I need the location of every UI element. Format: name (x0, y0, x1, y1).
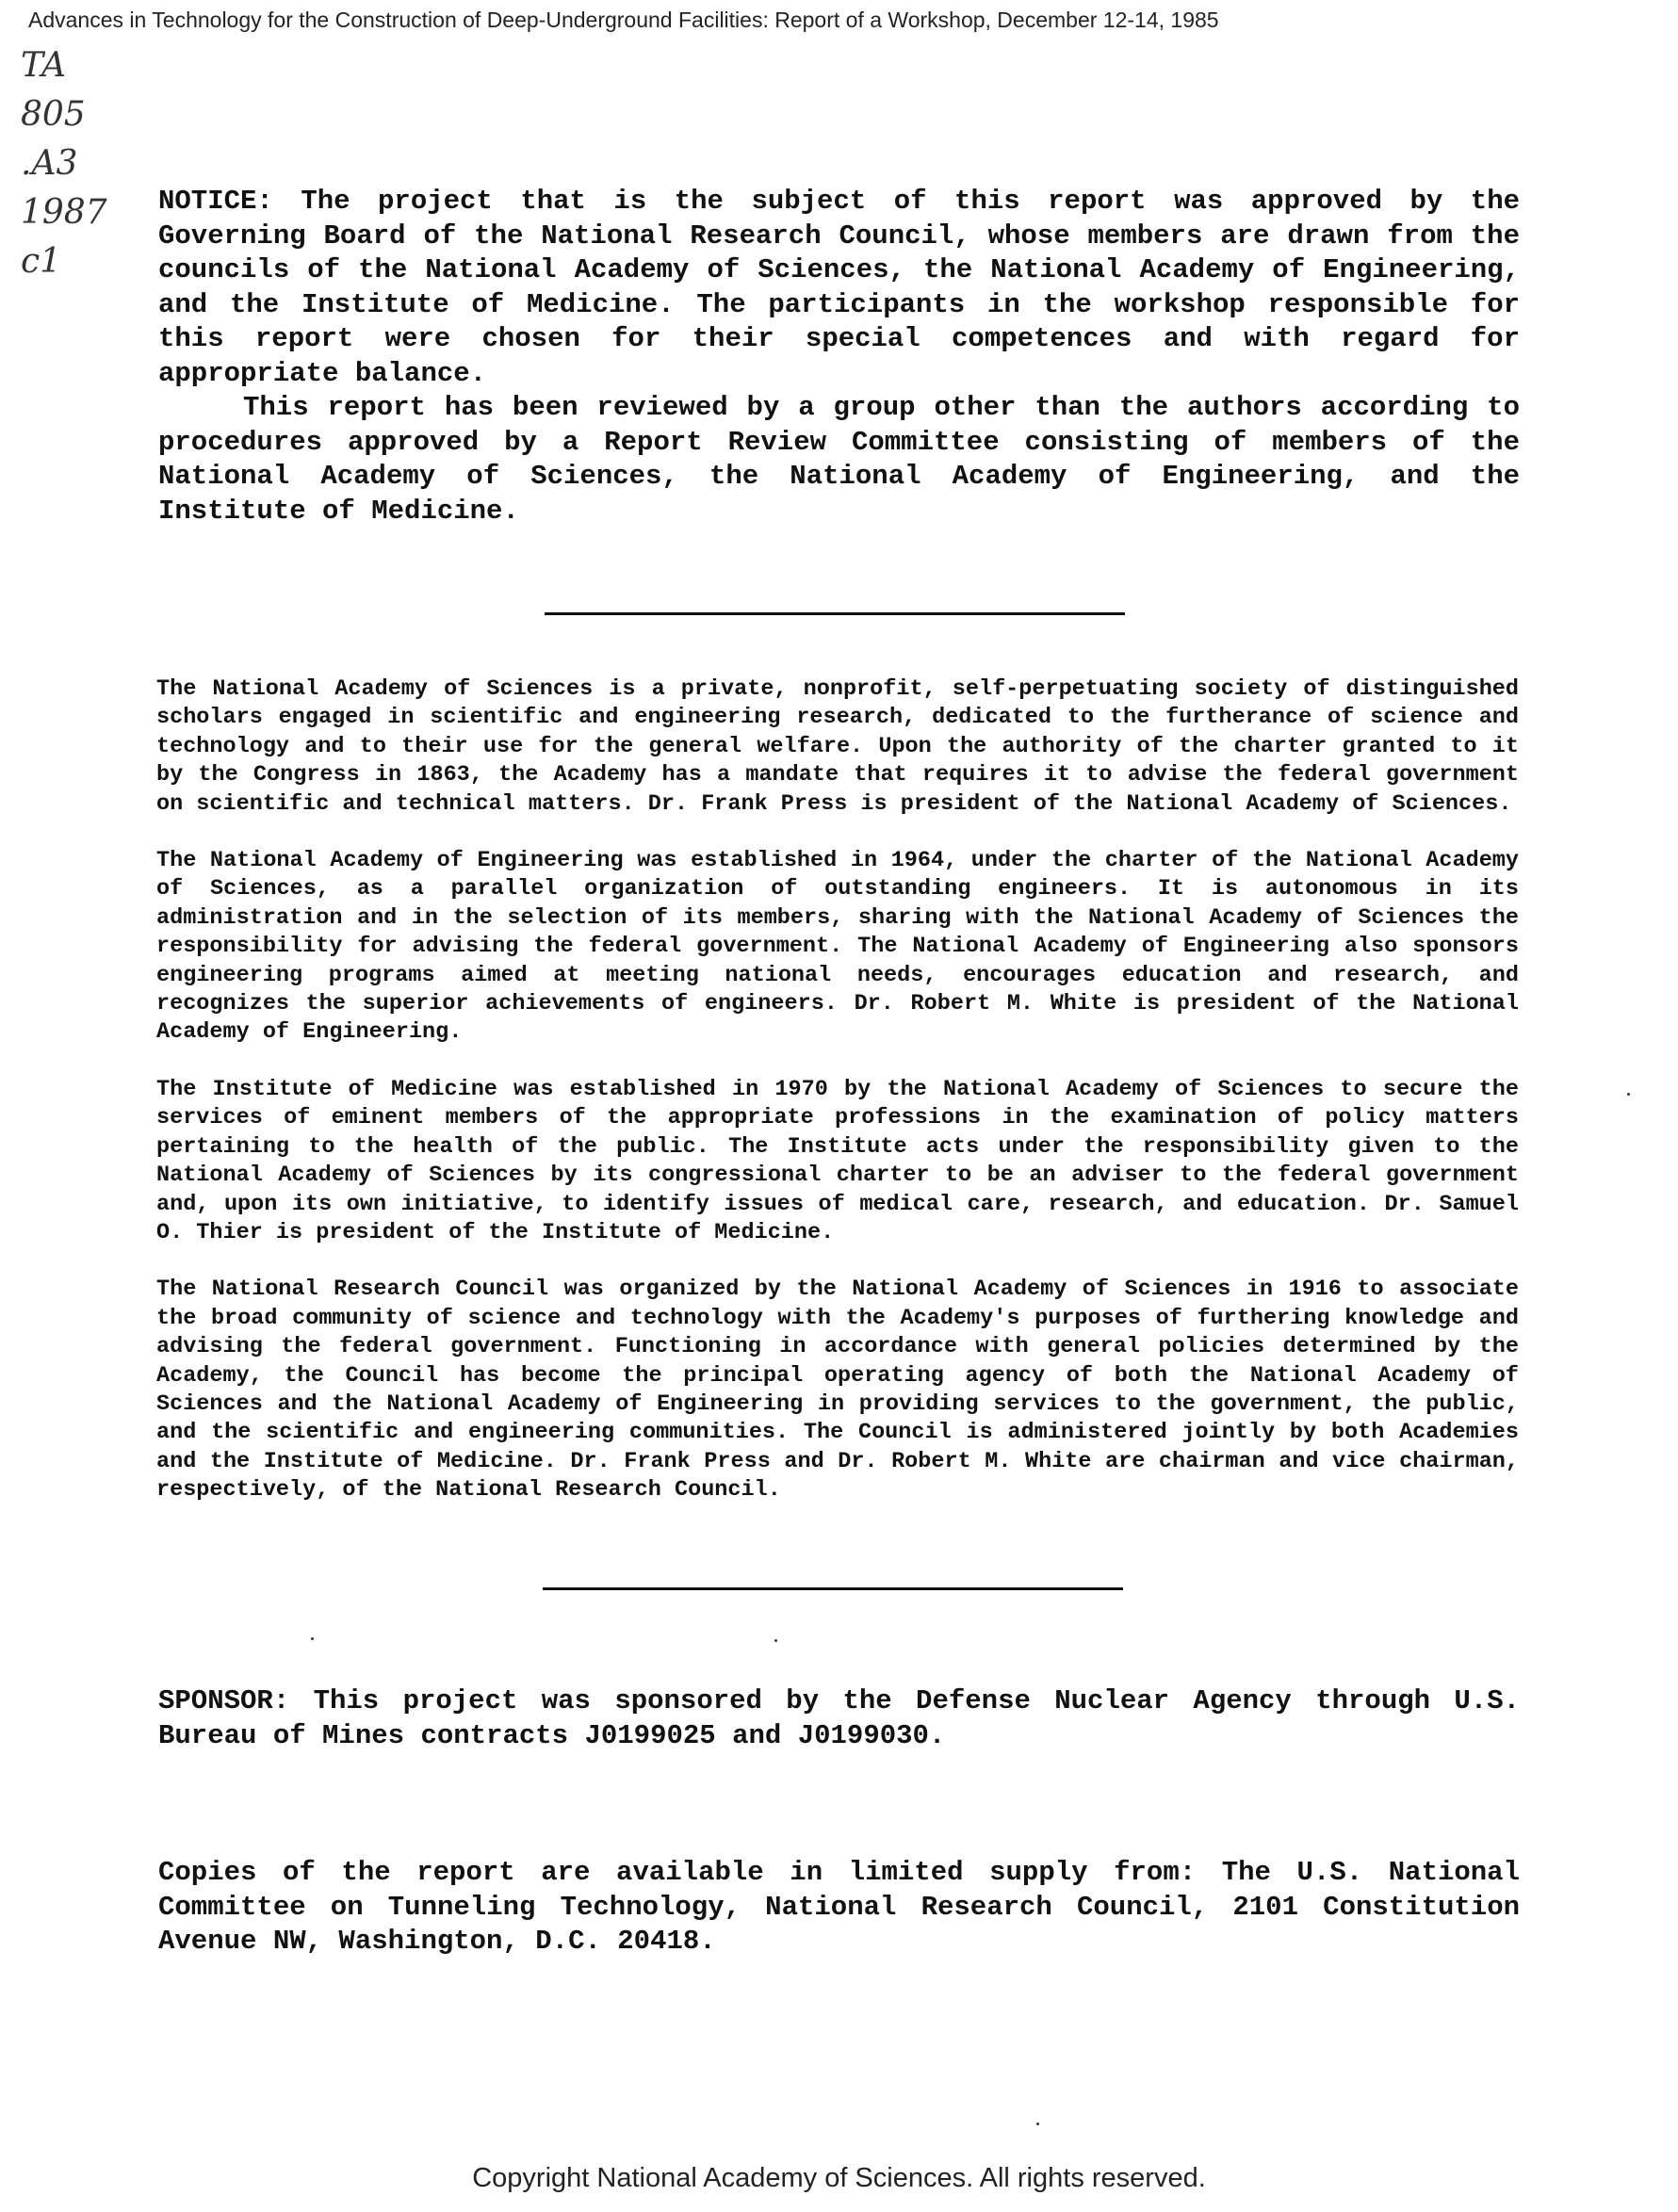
copyright-footer: Copyright National Academy of Sciences. All rights reserved. (472, 2163, 1206, 2193)
academies-description (156, 675, 1519, 1534)
report-header-title: Advances in Technology for the Construction of Deep-Underground Facilities: Report of a Workshop, December 12-14, 1985 (28, 8, 1219, 32)
copies-availability: Copies of the report are available in limited supply from: The U.S. National Committee on Tunneling Technology, National Research Council, 2101 Constitution Avenue NW, Washington, D.C. 20418. (158, 1857, 1520, 1957)
call-number-line: .A3 (21, 144, 78, 183)
scan-speck (1627, 1093, 1630, 1096)
call-number-line: 1987 (21, 193, 107, 232)
nas-paragraph: The National Academy of Sciences is a private, nonprofit, self-perpetuating society of distinguished scholars engaged in scientific and engineering research, dedicated to the furtherance of science and technology and to their use for the general welfare. Upon the authority of the charter granted to it by the Congress in 1863, the Academy has a mandate that requires it to advise the federal government on scientific and technical matters. Dr. Frank Press is president of the National Academy of Sciences. (156, 676, 1519, 817)
scan-speck (774, 1639, 777, 1642)
nrc-paragraph: The National Research Council was organized by the National Academy of Sciences in 1916 to associate the broad community of science and technology with the Academy's purposes of furthering knowledge and advising the federal government. Functioning in accordance with general policies determined by the Academy, the Council has become the principal operating agency of both the National Academy of Sciences and the National Academy of Engineering in providing services to the government, the public, and the scientific and engineering communities. The Council is administered jointly by both Academies and the Institute of Medicine. Dr. Frank Press and Dr. Robert M. White are chairman and vice chairman, respectively, of the National Research Council. (156, 1277, 1519, 1504)
scan-speck (1036, 2123, 1039, 2125)
sponsor-statement: SPONSOR: This project was sponsored by the Defense Nuclear Agency through U.S. Bureau of Mines contracts J0199025 and J0199030. (158, 1685, 1520, 1751)
call-number-line: c1 (21, 242, 62, 281)
handwritten-call-number (21, 41, 107, 286)
nae-paragraph: The National Academy of Engineering was established in 1964, under the charter of the National Academy of Sciences, as a parallel organization of outstanding engineers. It is autonomous in its administration and in the selection of its members, sharing with the National Academy of Sciences the responsibility for advising the federal government. The National Academy of Engineering also sponsors engineering programs aimed at meeting national needs, encourages education and research, and recognizes the superior achievements of engineers. Dr. Robert M. White is president of the National Academy of Engineering. (156, 848, 1519, 1046)
review-paragraph: This report has been reviewed by a group other than the authors according to procedures approved by a Report Review Committee consisting of members of the National Academy of Sciences, the National Academy of Engineering, and the Institute of Medicine. (158, 392, 1520, 527)
scan-speck (311, 1637, 314, 1640)
notice-section (158, 185, 1520, 529)
notice-paragraph: NOTICE: The project that is the subject of this report was approved by the Governing Board of the National Research Council, whose members are drawn from the councils of the National Academy of Sciences, the National Academy of Engineering, and the Institute of Medicine. The participants in the workshop responsible for this report were chosen for their special competences and with regard for appropriate balance. (158, 186, 1520, 389)
divider-rule (543, 1587, 1123, 1590)
divider-rule (545, 612, 1125, 615)
call-number-line: 805 (21, 95, 86, 134)
iom-paragraph: The Institute of Medicine was established in 1970 by the National Academy of Sciences to secure the services of eminent members of the appropriate professions in the examination of policy matters pertaining to the health of the public. The Institute acts under the responsibility given to the National Academy of Sciences by its congressional charter to be an adviser to the federal government and, upon its own initiative, to identify issues of medical care, research, and education. Dr. Samuel O. Thier is president of the Institute of Medicine. (156, 1076, 1519, 1245)
call-number-line: TA (21, 46, 67, 85)
